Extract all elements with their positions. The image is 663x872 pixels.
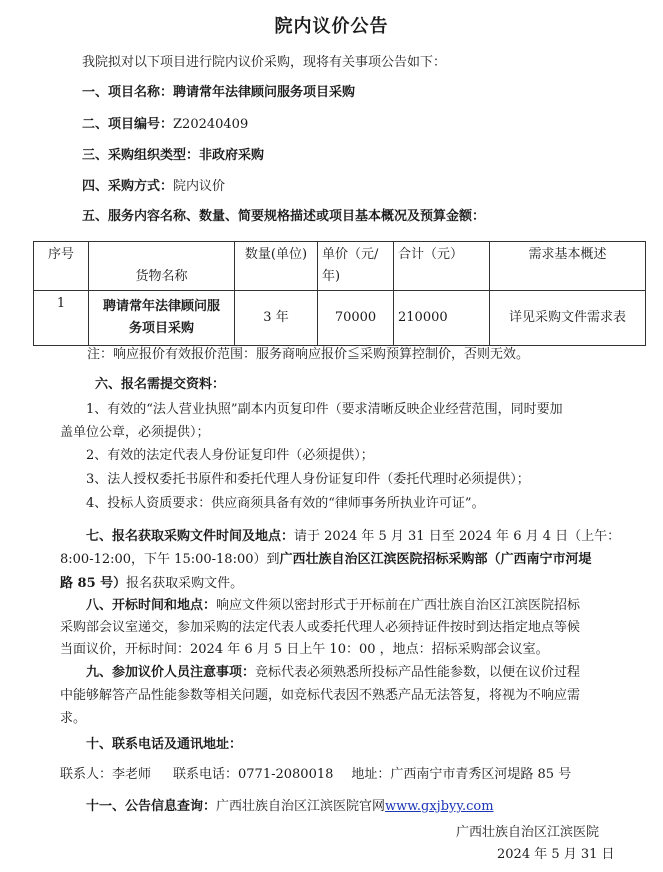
contact-phone: 联系电话：0771-2080018 (173, 767, 334, 782)
table-row (34, 291, 646, 346)
section-opening-line1 (86, 598, 580, 614)
section-label: 一、项目名称： (82, 85, 174, 100)
requirement-1-line2: 盖单位公章，必须提供）； (60, 425, 210, 440)
section-notice-line1 (86, 665, 580, 681)
section-notice-line2: 中能够解答产品性能参数等相关问题，如竞标代表因不熟悉产品无法答复，将视为不响应需 (60, 688, 581, 703)
requirement-3: 3、法人授权委托书原件和委托代理人身份证复印件（委托代理时必须提供）； (86, 472, 530, 487)
registration-address: 路 85 号） (60, 576, 127, 591)
section-required-docs: 六、报名需提交资料： (95, 377, 226, 392)
section-registration-line3 (60, 576, 243, 592)
section-notice-line3: 求。 (60, 711, 87, 726)
cell-seq: 1 (34, 291, 89, 346)
cell-name-line2: 务项目采购 (128, 321, 194, 336)
info-query-text: 广西壮族自治区江滨医院官网 (216, 799, 386, 814)
section-service-content: 五、服务内容名称、数量、简要规格描述或项目基本概况及预算金额： (82, 209, 486, 224)
section-label: 七、报名获取采购文件时间及地点： (86, 529, 295, 544)
cell-total: 210000 (394, 291, 490, 346)
requirement-2: 2、有效的法定代表人身份证复印件（必须提供）； (86, 448, 374, 463)
cell-name-line1: 聘请常年法律顾问服 (102, 299, 220, 314)
registration-hours: 8:00-12:00，下午 15:00-18:00）到 (60, 552, 280, 567)
header-price-line1: 单价（元/ (322, 247, 379, 262)
section-label: 四、采购方式： (82, 179, 174, 194)
header-total: 合计（元） (394, 242, 490, 291)
header-price-line2: 年) (322, 269, 341, 284)
section-registration-line1 (86, 529, 620, 545)
contact-person: 联系人：李老师 (60, 767, 152, 782)
header-desc: 需求基本概述 (490, 242, 646, 291)
registration-text: 请于 2024 年 5 月 31 日至 2024 年 6 月 4 日（上午： (294, 529, 621, 544)
section-procurement-method (82, 179, 225, 195)
section-label: 八、开标时间和地点： (86, 598, 217, 613)
header-qty: 数量(单位) (235, 242, 318, 291)
cell-price: 70000 (318, 291, 394, 346)
website-link[interactable]: www.gxjbyy.com (385, 799, 494, 814)
procurement-type-value: 非政府采购 (199, 148, 265, 163)
registration-action: 报名获取采购文件。 (126, 576, 244, 591)
section-label: 三、采购组织类型： (82, 148, 200, 163)
intro-text: 我院拟对以下项目进行院内议价采购，现将有关事项公告如下： (82, 55, 447, 70)
section-registration-line2 (60, 552, 592, 568)
items-table (33, 241, 646, 346)
table-header-row (34, 242, 646, 291)
header-price (318, 242, 394, 291)
section-label: 十一、公告信息查询： (86, 799, 217, 814)
contact-info (60, 767, 571, 783)
header-name: 货物名称 (89, 242, 235, 291)
registration-place: 广西壮族自治区江滨医院招标采购部（广西南宁市河堤 (279, 552, 592, 567)
cell-qty: 3 年 (235, 291, 318, 346)
cell-desc: 详见采购文件需求表 (490, 291, 646, 346)
page-title: 院内议价公告 (274, 16, 389, 37)
project-name-value: 聘请常年法律顾问服务项目采购 (173, 85, 356, 100)
section-opening-line3: 当面议价，开标时间：2024 年 6 月 5 日上午 10：00 ，地点：招标采购部会议室。 (60, 642, 549, 657)
section-opening-line2: 采购部会议室递交，参加采购的法定代表人或委托代理人必须持证件按时到达指定地点等候 (60, 620, 581, 635)
price-note: 注：响应报价有效报价范围：服务商响应报价≦采购预算控制价，否则无效。 (87, 347, 530, 362)
section-contact: 十、联系电话及通讯地址： (86, 737, 243, 752)
header-seq: 序号 (34, 242, 89, 291)
section-label: 二、项目编号： (82, 117, 174, 132)
section-info-query (86, 799, 494, 815)
signature-date: 2024 年 5 月 31 日 (497, 847, 615, 862)
cell-name (89, 291, 235, 346)
section-project-name (82, 85, 355, 101)
requirement-4: 4、投标人资质要求：供应商须具备有效的“律师事务所执业许可证”。 (86, 496, 485, 511)
section-label: 九、参加议价人员注意事项： (86, 665, 256, 680)
project-number-value: Z20240409 (173, 117, 249, 132)
contact-address: 地址：广西南宁市青秀区河堤路 85 号 (351, 767, 572, 782)
section-project-number (82, 117, 248, 133)
procurement-method-value: 院内议价 (173, 179, 226, 194)
opening-text: 响应文件须以密封形式于开标前在广西壮族自治区江滨医院招标 (216, 598, 581, 613)
signature-org: 广西壮族自治区江滨医院 (456, 825, 600, 840)
notice-text: 竞标代表必须熟悉所投标产品性能参数，以便在议价过程 (255, 665, 581, 680)
requirement-1-line1: 1、有效的“法人营业执照”副本内页复印件（要求清晰反映企业经营范围，同时要加 (86, 402, 563, 417)
section-procurement-type (82, 148, 264, 164)
